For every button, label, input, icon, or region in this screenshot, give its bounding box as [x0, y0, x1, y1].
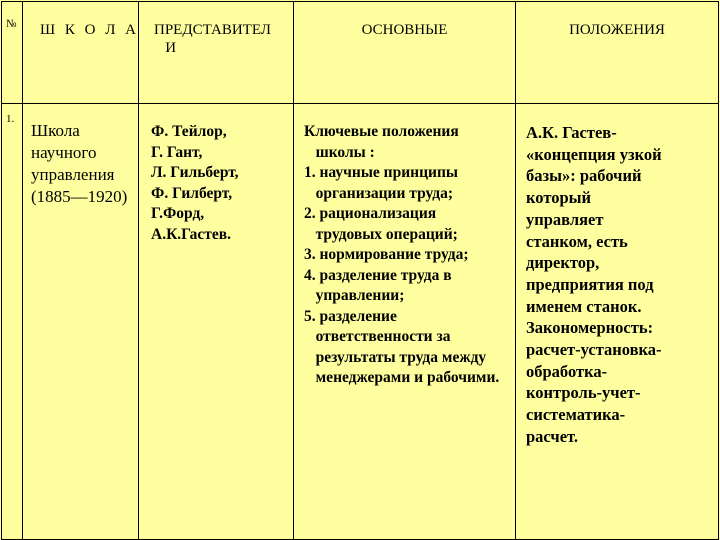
- row-num: 1.: [6, 113, 15, 125]
- row-basic-cell: [294, 104, 516, 540]
- header-provisions-cell: [516, 2, 719, 104]
- row-school-cell: [23, 104, 139, 540]
- header-row: [2, 2, 719, 104]
- header-representatives: ПРЕДСТАВИТЕЛ И: [154, 22, 271, 56]
- table-row: [2, 104, 719, 540]
- row-provisions: А.К. Гастев- «концепция узкой базы»: рабочий который управляет станком, есть директор, предприятия под именем станок. Закономерность: расчет-установка- обработка- контроль-учет- систематика- расчет.: [526, 123, 662, 446]
- header-basic-cell: [294, 2, 516, 104]
- header-num-cell: [2, 2, 23, 104]
- schools-table: [1, 1, 719, 540]
- header-num: №: [6, 18, 17, 30]
- header-school: Ш К О Л А: [40, 22, 139, 38]
- header-representatives-cell: [139, 2, 294, 104]
- header-provisions: ПОЛОЖЕНИЯ: [569, 22, 665, 38]
- row-basic: Ключевые положения школы : 1. научные принципы организации труда; 2. рационализация трудовых операций; 3. нормирование труда; 4. разделение труда в управлении; 5. разделение ответственности за результаты труда между менеджерами и рабочими.: [304, 123, 500, 386]
- row-provisions-cell: [516, 104, 719, 540]
- header-basic: ОСНОВНЫЕ: [361, 22, 448, 38]
- header-school-cell: [23, 2, 139, 104]
- row-num-cell: [2, 104, 23, 540]
- row-representatives-cell: [139, 104, 294, 540]
- row-school: Школа научного управления (1885—1920): [31, 121, 128, 206]
- row-representatives: Ф. Тейлор, Г. Гант, Л. Гильберт, Ф. Гилберт, Г.Форд, А.К.Гастев.: [151, 123, 239, 243]
